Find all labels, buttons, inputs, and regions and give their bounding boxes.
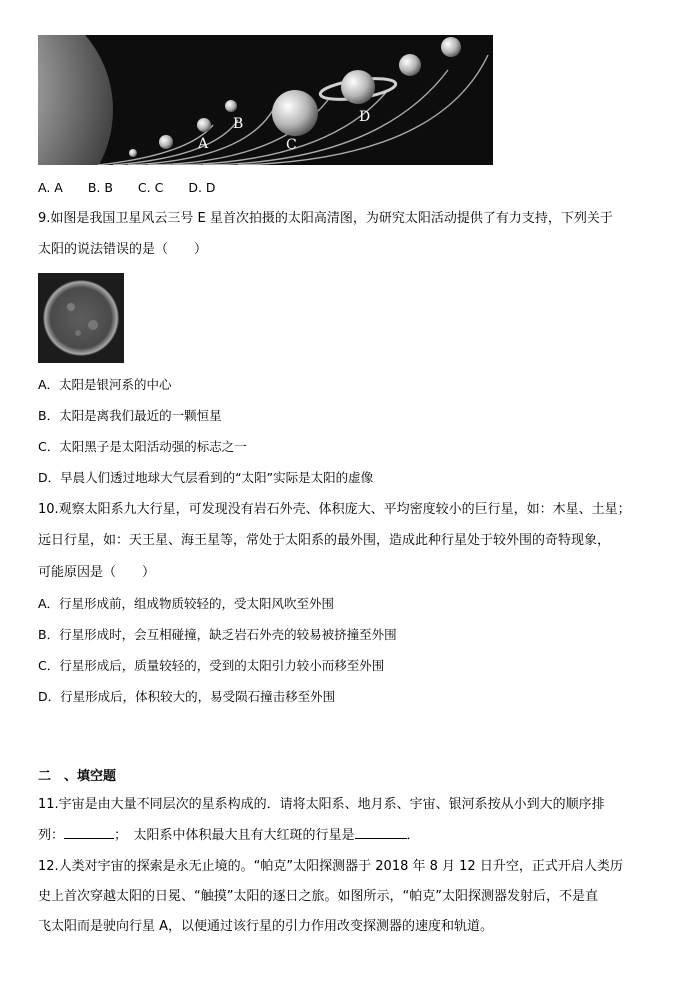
figure-label-b: B [233,116,244,132]
q12-line1: 12.人类对宇宙的探索是永无止境的。“帕克”太阳探测器于 2018 年 8 月 12 日升空，正式开启人类历 [38,859,623,874]
q10-option-d: D．行星形成后，体积较大的，易受陨石撞击移至外围 [38,689,336,704]
q11-line2 [38,826,420,845]
planet-venus [159,135,173,149]
q11-line2-prefix: 列： [38,828,65,843]
q9-stem-line1: 9.如图是我国卫星风云三号 E 星首次拍摄的太阳高清图，为研究太阳活动提供了有力支持，下列关于 [38,211,613,226]
planet-uranus [399,54,421,76]
solar-system-figure [38,35,493,165]
q10-stem-line3: 可能原因是（ ） [38,565,156,580]
q9-option-c: C．太阳黑子是太阳活动强的标志之一 [38,439,247,454]
q12-line3: 飞太阳而是驶向行星 A，以便通过该行星的引力作用改变探测器的速度和轨道。 [38,919,494,934]
q10-option-c: C．行星形成后，质量较轻的，受到的太阳引力较小而移至外围 [38,658,385,673]
section-title: 填空题 [77,769,117,784]
q10-option-b: B．行星形成时，会互相碰撞，缺乏岩石外壳的较易被挤撞至外围 [38,627,397,642]
q10-stem-line1: 10.观察太阳系九大行星，可发现没有岩石外壳、体积庞大、平均密度较小的巨行星，如：木星、土星； [38,502,631,517]
q9-option-d: D．早晨人们透过地球大气层看到的“太阳”实际是太阳的虚像 [38,470,374,485]
planet-neptune [441,37,461,57]
q11-line2-end: ． [406,828,420,843]
q11-line2-middle: ； 太阳系中体积最大且有大红斑的行星是 [114,828,355,843]
q10-option-a: A．行星形成前，组成物质较轻的，受太阳风吹至外围 [38,596,335,611]
section-heading [38,768,116,786]
planet-b [225,100,237,112]
answer-blank-2[interactable] [355,826,407,839]
q9-option-a: A．太阳是银河系的中心 [38,377,172,392]
figure-label-a: A [198,136,209,152]
planet-mercury [129,149,137,157]
q10-stem-line2: 远日行星，如：天王星、海王星等，常处于太阳系的最外围，造成此种行星处于较外围的奇特现象， [38,533,611,548]
planet-c [272,90,318,136]
planet-a [197,118,211,132]
figure-label-d: D [359,109,371,125]
q12-line2: 史上首次穿越太阳的日冕、“触摸”太阳的逐日之旅。如图所示，“帕克”太阳探测器发射后，不是直 [38,889,598,904]
figure-label-c: C [286,137,297,153]
section-number: 二 、 [38,769,78,784]
q11-line1: 11.宇宙是由大量不同层次的星系构成的．请将太阳系、地月系、宇宙、银河系按从小到大的顺序排 [38,797,605,812]
answer-blank-1[interactable] [64,826,114,839]
q9-option-b: B．太阳是离我们最近的一颗恒星 [38,408,222,423]
q9-stem-line2: 太阳的说法错误的是（ ） [38,242,208,257]
q8-options: A. A B. B C. C D. D [38,180,216,195]
sun-photo-figure [38,273,124,363]
